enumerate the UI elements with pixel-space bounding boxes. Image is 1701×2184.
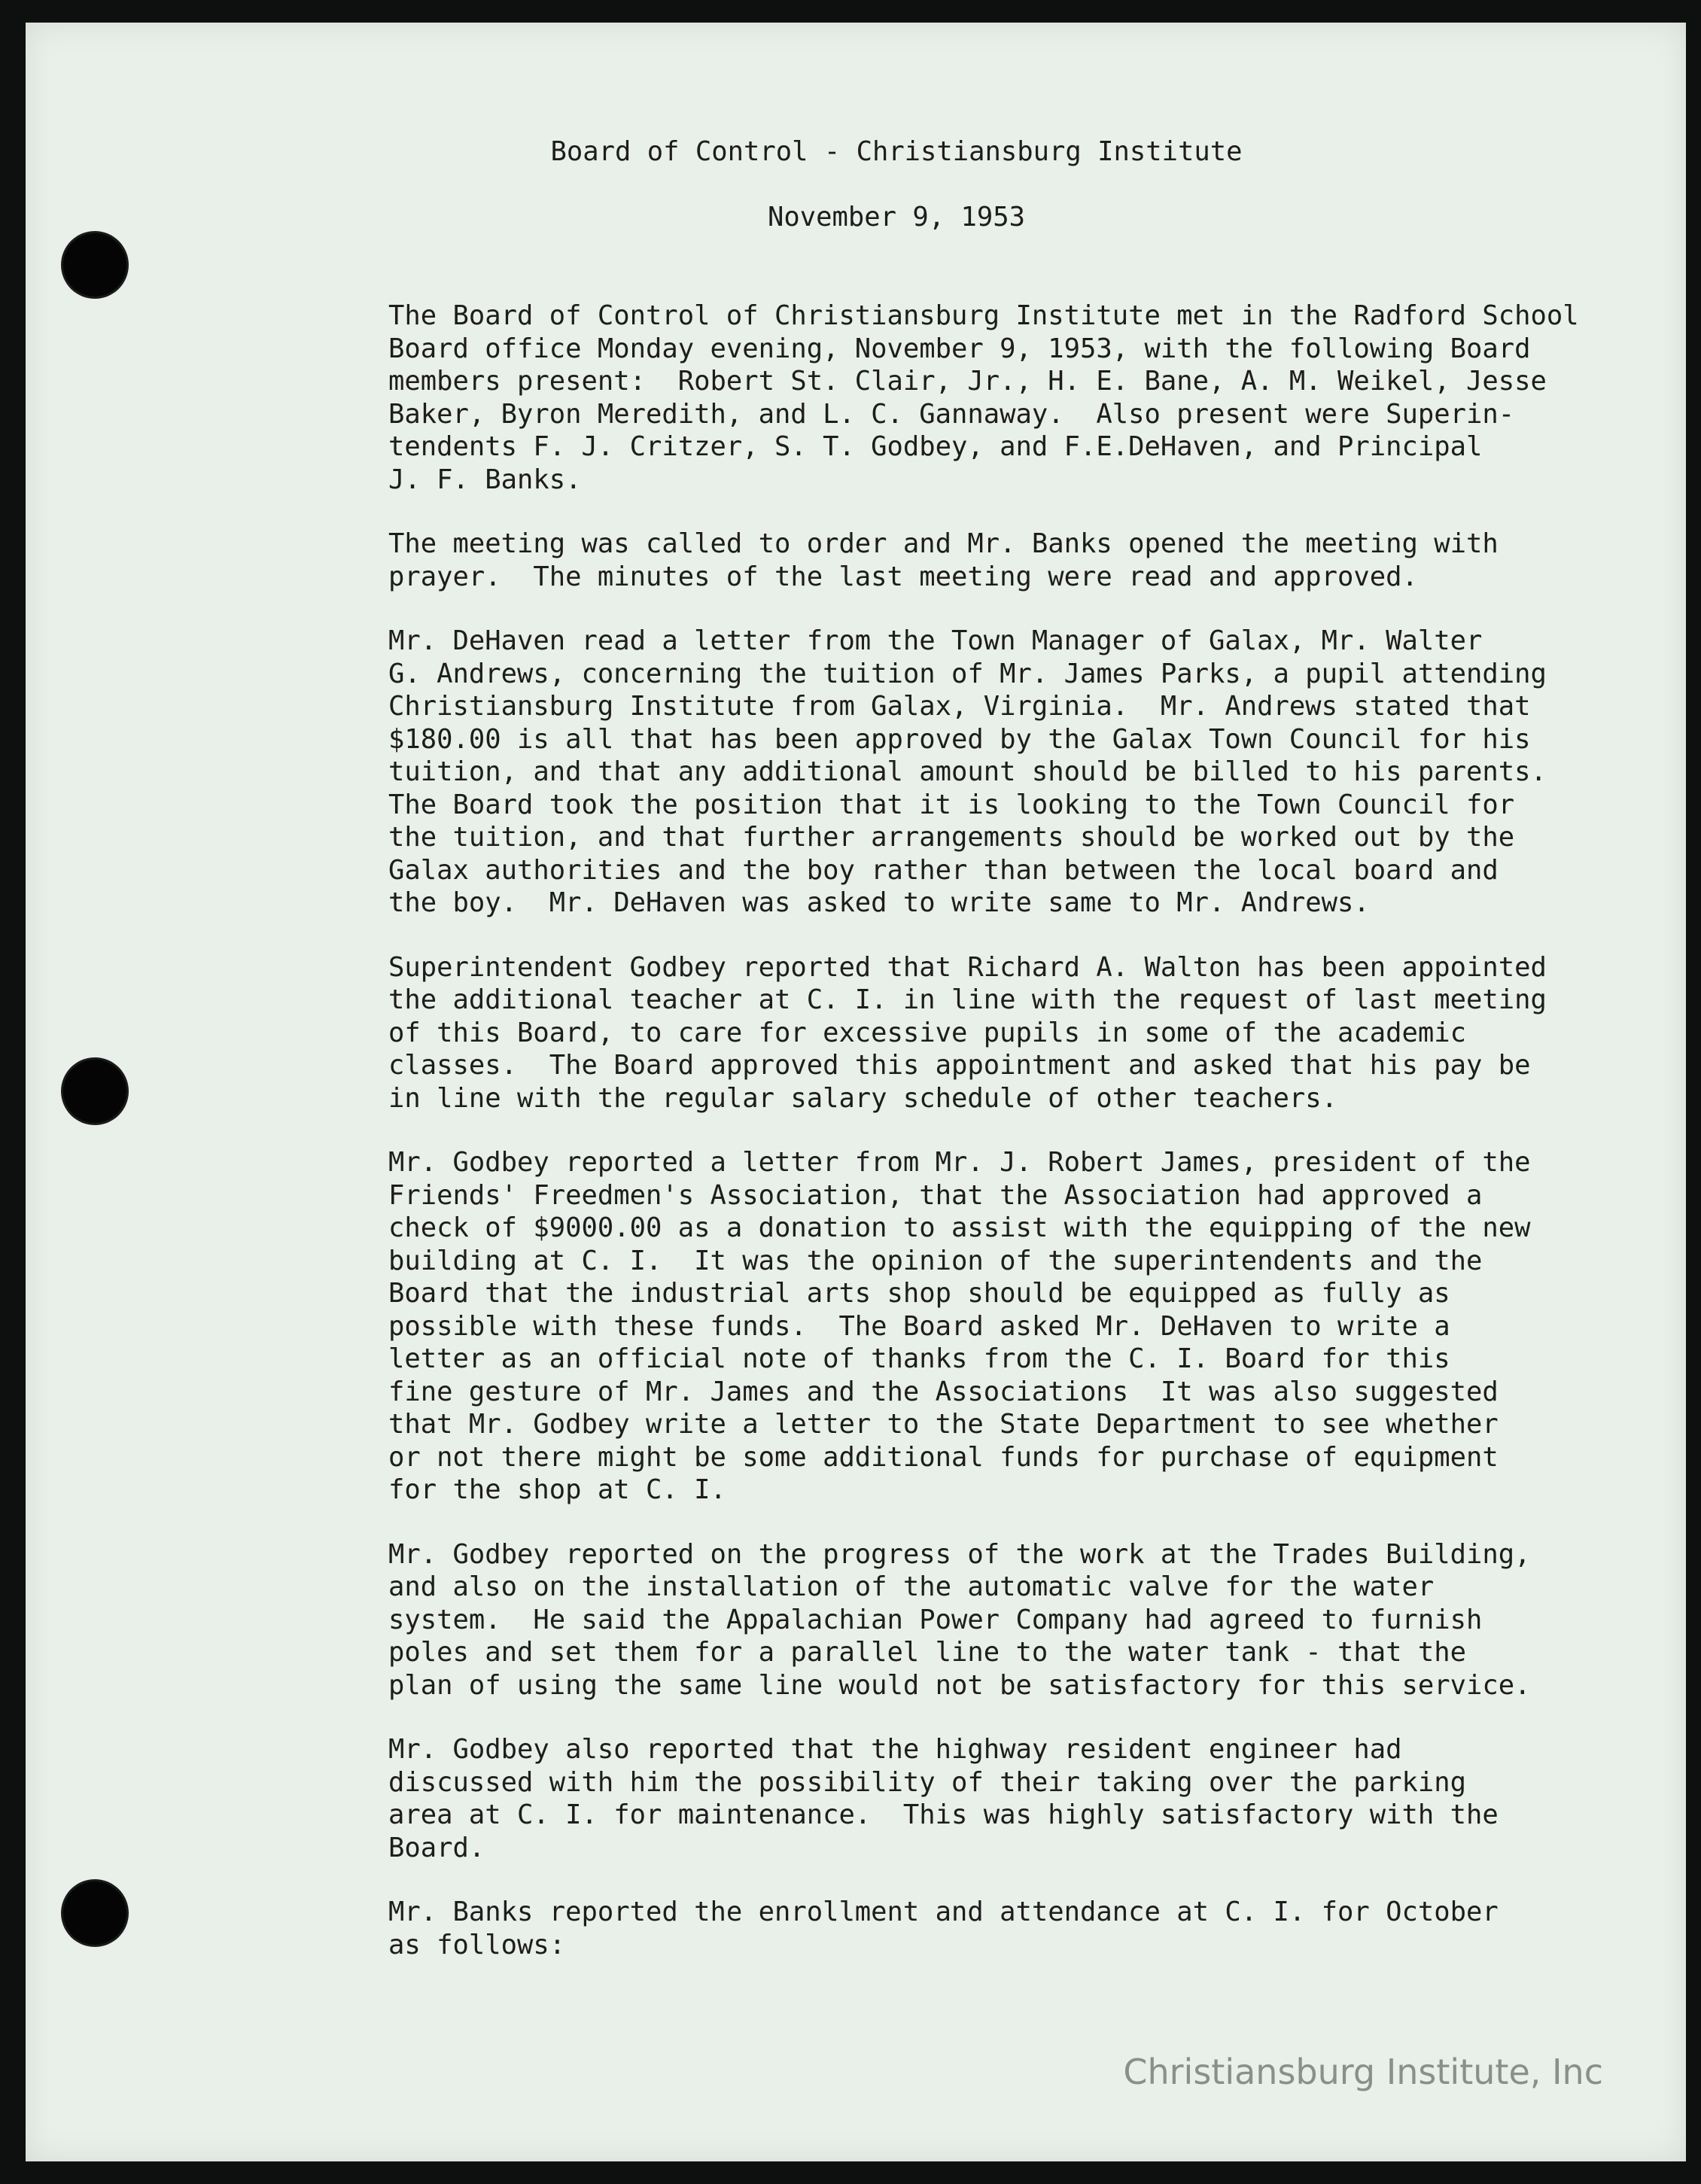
paragraph-attendance [388,300,1608,496]
text-line: tendents F. J. Critzer, S. T. Godbey, and F.E.DeHaven, and Principal [388,431,1483,462]
text-line: G. Andrews, concerning the tuition of Mr. James Parks, a pupil attending [388,658,1547,689]
text-line: as follows: [388,1929,566,1960]
text-line: Christiansburg Institute from Galax, Virginia. Mr. Andrews stated that [388,691,1531,722]
text-line: Galax authorities and the boy rather than between the local board and [388,854,1499,886]
text-line: Mr. DeHaven read a letter from the Town Manager of Galax, Mr. Walter [388,625,1483,656]
watermark: Christiansburg Institute, Inc [1123,2052,1603,2092]
text-line: classes. The Board approved this appointment and asked that his pay be [388,1050,1531,1081]
text-line: building at C. I. It was the opinion of the superintendents and the [388,1245,1483,1276]
paragraph-teacher-appointment [388,951,1608,1115]
text-line: system. He said the Appalachian Power Company had agreed to furnish [388,1604,1483,1635]
text-line: and also on the installation of the automatic valve for the water [388,1571,1435,1602]
paragraph-trades-building [388,1538,1608,1702]
text-line: $180.00 is all that has been approved by the Galax Town Council for his [388,723,1531,755]
text-line: Board. [388,1832,485,1863]
text-line: Mr. Godbey reported on the progress of the work at the Trades Building, [388,1538,1531,1570]
document-page [26,23,1686,2161]
text-line: for the shop at C. I. [388,1474,726,1505]
paragraph-donation [388,1146,1608,1507]
text-line: Baker, Byron Meredith, and L. C. Gannaway. Also present were Superin- [388,398,1515,430]
text-line: J. F. Banks. [388,464,582,495]
text-line: possible with these funds. The Board asked Mr. DeHaven to write a [388,1310,1450,1342]
text-line: that Mr. Godbey write a letter to the State Department to see whether [388,1409,1499,1440]
paragraph-enrollment [388,1896,1608,1961]
text-line: the additional teacher at C. I. in line with the request of last meeting [388,984,1547,1015]
text-line: fine gesture of Mr. James and the Associations It was also suggested [388,1376,1499,1407]
text-line: Board office Monday evening, November 9, 1953, with the following Board [388,333,1531,364]
text-line: members present: Robert St. Clair, Jr., H. E. Bane, A. M. Weikel, Jesse [388,366,1547,397]
text-line: the boy. Mr. DeHaven was asked to write same to Mr. Andrews. [388,887,1370,918]
text-line: check of $9000.00 as a donation to assist with the equipping of the new [388,1212,1531,1243]
punch-hole [63,1060,126,1123]
text-line: of this Board, to care for excessive pupils in some of the academic [388,1017,1466,1048]
paragraph-tuition [388,625,1608,920]
punch-hole [63,233,126,297]
text-line: Mr. Godbey also reported that the highway resident engineer had [388,1734,1402,1765]
text-line: the tuition, and that further arrangements should be worked out by the [388,822,1515,853]
text-line: Friends' Freedmen's Association, that the Association had approved a [388,1179,1483,1211]
document-title: Board of Control - Christiansburg Institute [550,136,1243,167]
text-line: prayer. The minutes of the last meeting were read and approved. [388,561,1418,592]
text-line: The meeting was called to order and Mr. Banks opened the meeting with [388,528,1499,559]
text-line: plan of using the same line would not be satisfactory for this service. [388,1669,1531,1701]
text-line: The Board took the position that it is looking to the Town Council for [388,789,1515,820]
paragraph-opening [388,528,1608,593]
text-line: Mr. Banks reported the enrollment and attendance at C. I. for October [388,1897,1499,1927]
text-line: The Board of Control of Christiansburg Institute met in the Radford School [388,300,1579,331]
text-line: Superintendent Godbey reported that Richard A. Walton has been appointed [388,951,1547,983]
text-line: letter as an official note of thanks from the C. I. Board for this [388,1343,1450,1374]
text-line: discussed with him the possibility of their taking over the parking [388,1766,1466,1798]
text-line: Mr. Godbey reported a letter from Mr. J. Robert James, president of the [388,1147,1531,1178]
punch-hole [63,1881,126,1945]
text-line: poles and set them for a parallel line to the water tank - that the [388,1637,1466,1668]
document-date: November 9, 1953 [768,202,1025,233]
text-line: tuition, and that any additional amount should be billed to his parents. [388,756,1547,787]
paragraph-parking-area [388,1733,1608,1864]
document-body [388,300,1608,1993]
text-line: area at C. I. for maintenance. This was highly satisfactory with the [388,1799,1499,1830]
text-line: in line with the regular salary schedule of other teachers. [388,1082,1337,1114]
text-line: or not there might be some additional funds for purchase of equipment [388,1441,1499,1473]
text-line: Board that the industrial arts shop should be equipped as fully as [388,1278,1450,1309]
